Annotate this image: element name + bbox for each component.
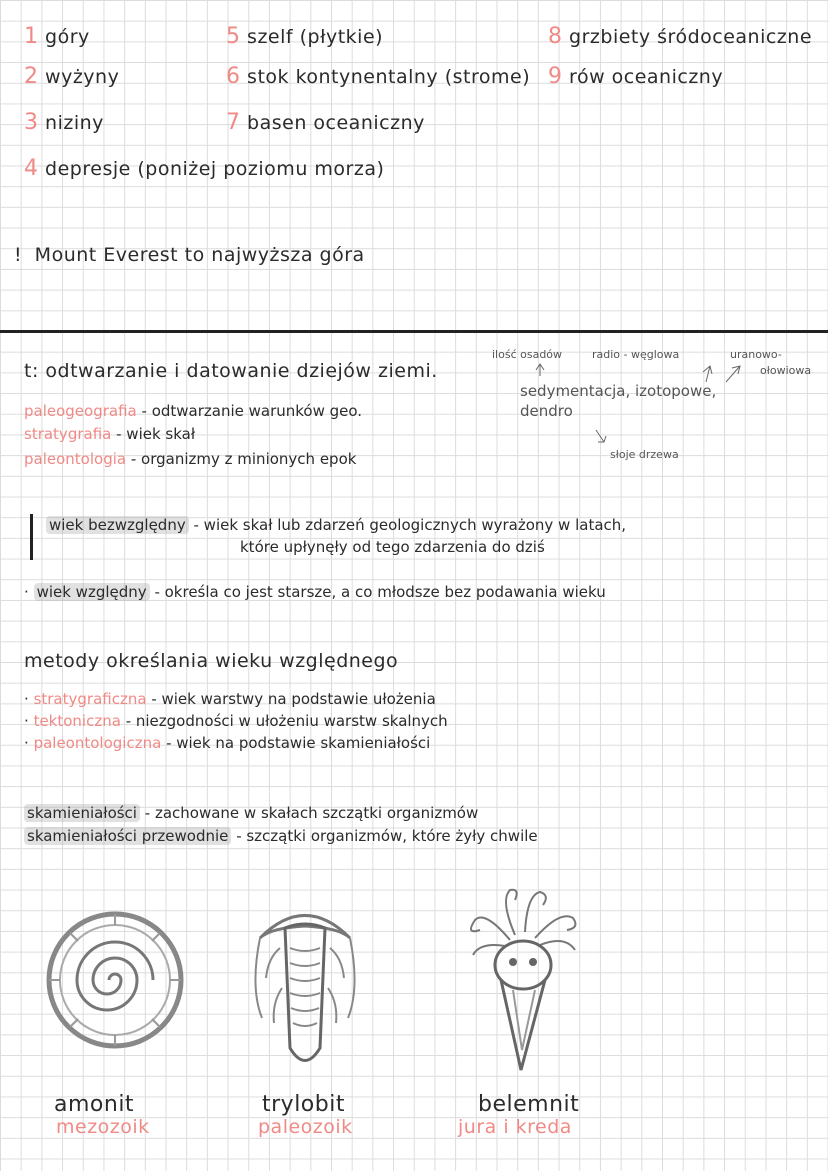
side-note-tree-rings: słoje drzewa [610,448,679,461]
method-term: paleontologiczna [33,734,162,752]
method-stratigraphic: · stratygraficzna - wiek warstwy na podstawie ułożenia [24,690,436,708]
everest-note [14,244,365,266]
side-note-uranium: uranowo- [730,348,782,361]
index-fossils-def-text: - szczątki organizmów, które żyły chwile [236,827,538,845]
relief-num: 6 [226,64,241,89]
relief-item-9 [548,64,723,89]
note-text: Mount Everest to najwyższa góra [34,244,365,266]
relief-item-6 [226,64,530,89]
term-def: - wiek skał [116,425,196,443]
relief-item-5 [226,24,383,49]
relief-item-4 [24,156,384,181]
absolute-age-def-2: które upłynęły od tego zdarzenia do dziś [240,538,545,556]
term-paleontologia [24,450,356,468]
method-paleontological: · paleontologiczna - wiek na podstawie skamieniałości [24,734,431,752]
trilobite-drawing [240,898,370,1078]
method-tectonic: · tektoniczna - niezgodności w ułożeniu warstw skalnych [24,712,448,730]
term-label: paleogeografia [24,402,137,420]
relief-num: 2 [24,64,39,89]
fossil-name-trilobite: trylobit [262,1092,345,1117]
method-term: stratygraficzna [33,690,147,708]
relief-label: basen oceaniczny [247,112,425,134]
absolute-age [46,516,626,534]
relief-num: 1 [24,24,39,49]
method-def: - wiek warstwy na podstawie ułożenia [151,690,436,708]
side-note-arrows [520,360,820,460]
fossil-era-trilobite: paleozoik [258,1116,353,1138]
term-def: - odtwarzanie warunków geo. [141,402,363,420]
methods-title: metody określania wieku względnego [24,650,399,672]
side-note-sediments: ilość osadów [492,348,563,361]
relief-item-8 [548,24,812,49]
fossil-era-ammonite: mezozoik [56,1116,150,1138]
relief-num: 9 [548,64,563,89]
fossils-term: skamieniałości [24,804,140,822]
absolute-age-bar [30,514,33,560]
note-mark: ! [14,244,23,266]
relief-num: 3 [24,110,39,135]
index-fossils-term: skamieniałości przewodnie [24,827,231,845]
fossil-era-belemnite: jura i kreda [458,1116,572,1138]
relief-label: szelf (płytkie) [247,26,384,48]
relative-age: · wiek względny - określa co jest starsze, a co młodsze bez podawania wieku [24,583,606,601]
term-def: - organizmy z minionych epok [130,450,357,468]
fossil-name-belemnite: belemnit [478,1092,580,1117]
term-label: stratygrafia [24,425,112,443]
method-def: - niezgodności w ułożeniu warstw skalnych [125,712,448,730]
relief-label: depresje (poniżej poziomu morza) [45,158,385,180]
fossils-def-text: - zachowane w skałach szczątki organizmów [144,804,479,822]
side-note-dendro: dendro [520,402,573,420]
section-divider [0,330,828,333]
relief-label: góry [45,26,90,48]
side-note-lead: ołowiowa [760,364,812,377]
absolute-age-def: - wiek skał lub zdarzeń geologicznych wyrażony w latach, [193,516,627,534]
relief-num: 4 [24,156,39,181]
relief-label: grzbiety śródoceaniczne [569,26,813,48]
relief-label: wyżyny [45,66,120,88]
relief-num: 5 [226,24,241,49]
relief-item-1 [24,24,90,49]
side-note-methods: sedymentacja, izotopowe, [520,382,717,400]
relief-label: rów oceaniczny [569,66,724,88]
method-def: - wiek na podstawie skamieniałości [166,734,431,752]
side-note-radiocarbon: radio - węglowa [592,348,680,361]
index-fossils-def [24,827,538,845]
relative-age-term: wiek względny [34,583,150,601]
relief-item-2 [24,64,119,89]
fossil-name-ammonite: amonit [54,1092,135,1117]
relief-label: niziny [45,112,104,134]
relief-num: 7 [226,110,241,135]
term-paleogeografia [24,402,362,420]
method-term: tektoniczna [33,712,121,730]
relief-label: stok kontynentalny (strome) [247,66,531,88]
history-title: t: odtwarzanie i datowanie dziejów ziemi. [24,360,438,382]
relief-num: 8 [548,24,563,49]
term-label: paleontologia [24,450,127,468]
term-stratygrafia [24,425,195,443]
relative-age-def: - określa co jest starsze, a co młodsze bez podawania wieku [154,583,606,601]
belemnite-drawing [455,880,595,1080]
fossils-def [24,804,478,822]
absolute-age-term: wiek bezwzględny [46,516,189,534]
ammonite-drawing [40,905,190,1055]
relief-item-7 [226,110,425,135]
relief-item-3 [24,110,104,135]
